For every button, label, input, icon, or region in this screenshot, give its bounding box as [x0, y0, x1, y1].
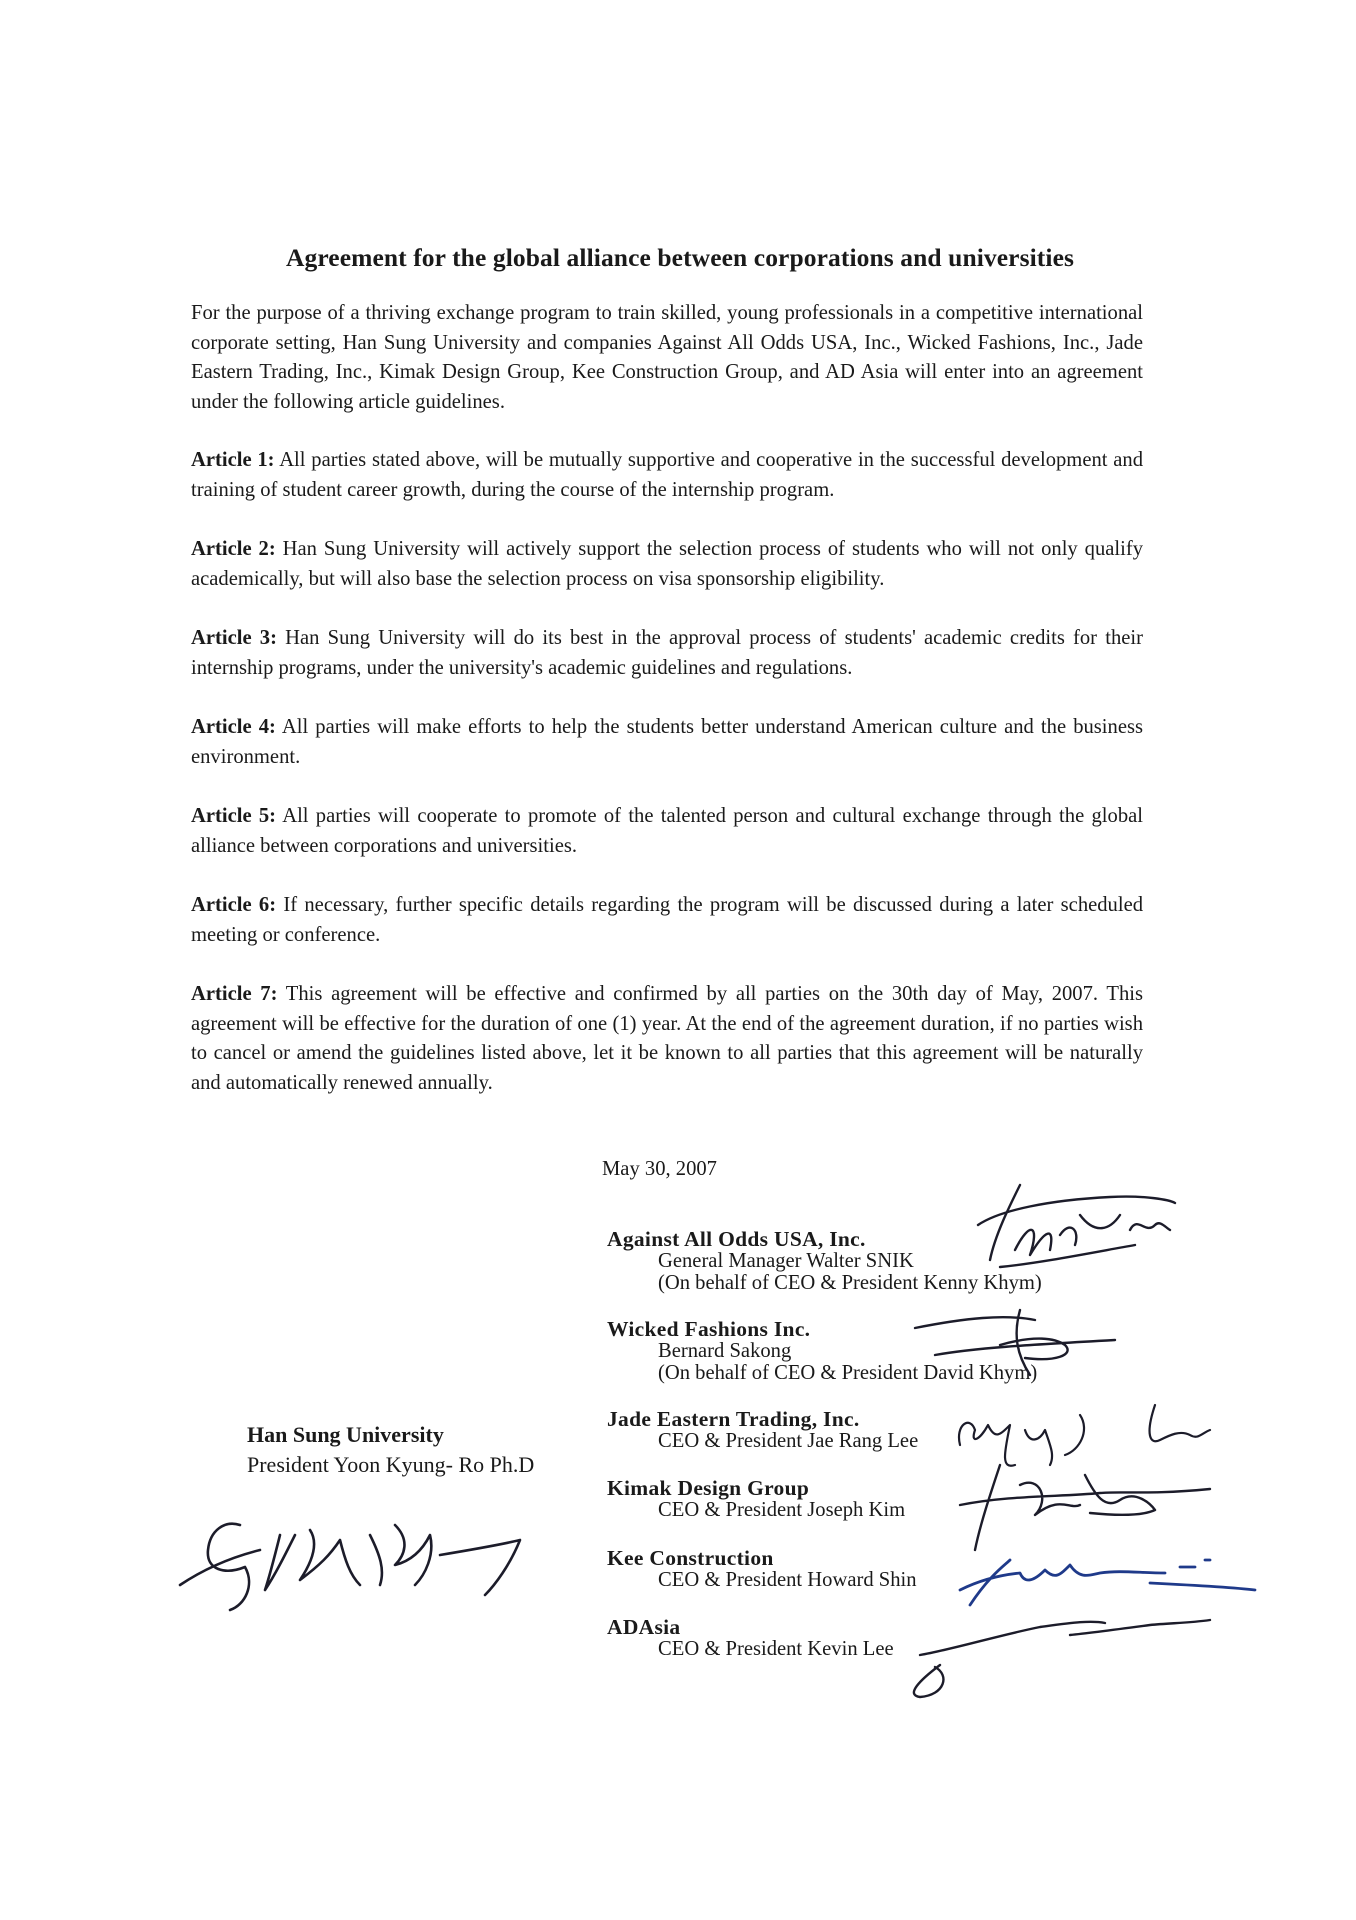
- signatory-org: Against All Odds USA, Inc.: [607, 1227, 866, 1251]
- article-7: [191, 980, 1143, 1098]
- signatory-line: Bernard Sakong: [658, 1340, 792, 1362]
- article-label: Article 4:: [191, 716, 276, 738]
- article-3: [191, 624, 1143, 683]
- article-text: Han Sung University will actively support the selection process of students who will not only qualify academically, but will also base the selection process on visa sponsorship eligibility.: [191, 538, 1143, 590]
- article-2: [191, 535, 1143, 594]
- signatory-org: Kee Construction: [607, 1546, 774, 1570]
- signing-date: May 30, 2007: [602, 1158, 717, 1180]
- article-1: [191, 446, 1143, 505]
- document-title: Agreement for the global alliance between corporations and universities: [285, 243, 1075, 272]
- article-text: All parties will make efforts to help the students better understand American culture and the business environment.: [191, 716, 1143, 768]
- signatory-line: General Manager Walter SNIK: [658, 1250, 914, 1272]
- article-label: Article 5:: [191, 805, 277, 827]
- signatory-line: (On behalf of CEO & President Kenny Khym): [658, 1272, 1042, 1294]
- signatory-kimak-design: [607, 1477, 905, 1521]
- signatory-org: ADAsia: [607, 1615, 681, 1639]
- university-name: Han Sung University: [247, 1422, 444, 1447]
- article-text: Han Sung University will do its best in the approval process of students' academic credits for their internship programs, under the university's academic guidelines and regulations.: [191, 627, 1143, 679]
- article-label: Article 6:: [191, 894, 277, 916]
- signatory-line: CEO & President Kevin Lee: [658, 1638, 894, 1660]
- article-text: This agreement will be effective and confirmed by all parties on the 30th day of May, 2007. This agreement will be effective for the duration of one (1) year. At the end of the agreement duration, if no parties wish to cancel or amend the guidelines listed above, let it be known to all parties that this agreement will be naturally and automatically renewed annually.: [191, 983, 1143, 1094]
- signatory-kee-construction: [607, 1547, 917, 1591]
- article-label: Article 7:: [191, 983, 278, 1005]
- article-label: Article 1:: [191, 449, 275, 471]
- university-signatory: [247, 1420, 534, 1480]
- article-text: All parties will cooperate to promote of the talented person and cultural exchange through the global alliance between corporations and universities.: [191, 805, 1143, 857]
- signatory-line: CEO & President Howard Shin: [658, 1569, 917, 1591]
- article-4: [191, 713, 1143, 772]
- article-text: All parties stated above, will be mutually supportive and cooperative in the successful development and training of student career growth, during the course of the internship program.: [191, 449, 1143, 501]
- signatory-line: CEO & President Joseph Kim: [658, 1499, 906, 1521]
- article-6: [191, 891, 1143, 950]
- signatory-org: Wicked Fashions Inc.: [607, 1317, 811, 1341]
- signature-walter-snik: [960, 1175, 1190, 1285]
- signatory-jade-eastern: [607, 1408, 918, 1452]
- intro-paragraph: For the purpose of a thriving exchange program to train skilled, young professionals in a competitive international corporate setting, Han Sung University and companies Against All Odds USA, Inc., Wicked Fashions, Inc., Jade Eastern Trading, Inc., Kimak Design Group, Kee Construction Group, and AD Asia will enter into an agreement under the following article guidelines.: [191, 302, 1143, 413]
- signatory-adasia: [607, 1616, 894, 1660]
- signatory-line: CEO & President Jae Rang Lee: [658, 1430, 919, 1452]
- signature-yoon-kyung-ro: [170, 1495, 550, 1625]
- article-label: Article 3:: [191, 627, 277, 649]
- article-5: [191, 802, 1143, 861]
- university-signer: President Yoon Kyung- Ro Ph.D: [247, 1452, 535, 1477]
- article-text: If necessary, further specific details regarding the program will be discussed during a later scheduled meeting or conference.: [191, 894, 1144, 946]
- signature-bernard-sakong: [905, 1300, 1135, 1390]
- signature-kevin-lee: [890, 1595, 1220, 1705]
- signatory-org: Kimak Design Group: [607, 1476, 810, 1500]
- article-label: Article 2:: [191, 538, 276, 560]
- signatory-line: (On behalf of CEO & President David Khym): [658, 1362, 1038, 1384]
- signatory-org: Jade Eastern Trading, Inc.: [607, 1407, 860, 1431]
